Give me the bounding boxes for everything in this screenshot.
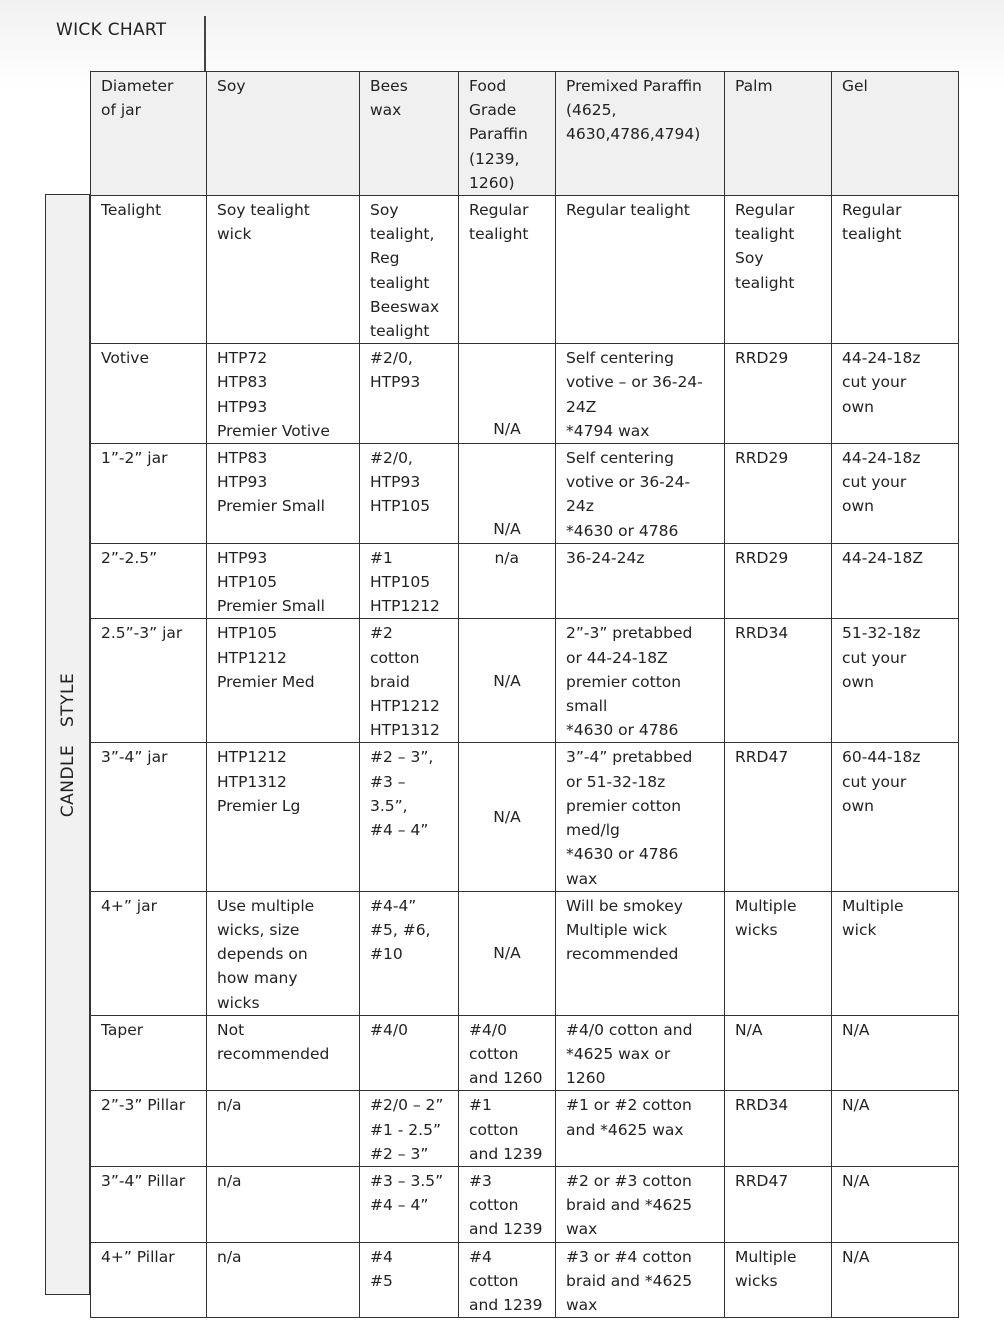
cell-gel: N/A [832,1166,959,1242]
cell-food-grade-value: N/A [493,519,521,538]
table-row [91,891,959,1015]
cell-beeswax: #1 HTP105 HTP1212 [360,543,459,619]
table-row [91,543,959,619]
cell-soy: HTP83 HTP93 Premier Small [207,444,360,544]
table-row [91,444,959,544]
table-row [91,743,959,891]
cell-palm: RRD47 [725,1166,832,1242]
cell-beeswax: #4/0 [360,1015,459,1091]
cell-soy: Soy tealight wick [207,196,360,344]
cell-food-grade: Regular tealight [459,196,556,344]
chart-title: WICK CHART [56,20,167,40]
cell-soy: Not recommended [207,1015,360,1091]
cell-food-grade [459,543,556,619]
cell-palm: RRD29 [725,344,832,444]
table-row [91,1015,959,1091]
cell-soy: HTP1212 HTP1312 Premier Lg [207,743,360,891]
cell-beeswax: #3 – 3.5” #4 – 4” [360,1166,459,1242]
cell-premixed: #3 or #4 cotton braid and *4625 wax [556,1242,725,1318]
cell-premixed: 36-24-24z [556,543,725,619]
cell-food-grade [459,344,556,444]
cell-style: Tealight [91,196,207,344]
header-premixed-paraffin: Premixed Paraffin (4625, 4630,4786,4794) [556,72,725,196]
cell-food-grade-value: N/A [493,807,521,826]
cell-food-grade-value: n/a [494,548,519,567]
cell-food-grade: #4/0 cotton and 1260 [459,1015,556,1091]
cell-premixed: #1 or #2 cotton and *4625 wax [556,1091,725,1167]
header-gel: Gel [832,72,959,196]
cell-soy: HTP72 HTP83 HTP93 Premier Votive [207,344,360,444]
cell-gel: N/A [832,1242,959,1318]
cell-soy: HTP93 HTP105 Premier Small [207,543,360,619]
wick-chart-table [90,71,959,1318]
cell-food-grade: #1 cotton and 1239 [459,1091,556,1167]
cell-food-grade-value: N/A [493,944,521,963]
cell-gel: N/A [832,1091,959,1167]
header-palm: Palm [725,72,832,196]
cell-soy: HTP105 HTP1212 Premier Med [207,619,360,743]
title-divider [204,16,206,72]
cell-style: Taper [91,1015,207,1091]
cell-palm: RRD47 [725,743,832,891]
cell-food-grade-value: N/A [493,671,521,690]
cell-beeswax: #2 cotton braid HTP1212 HTP1312 [360,619,459,743]
cell-soy: n/a [207,1242,360,1318]
cell-food-grade [459,743,556,891]
candle-style-label: CANDLE STYLE [57,672,78,817]
cell-palm: Multiple wicks [725,891,832,1015]
cell-gel: 44-24-18z cut your own [832,344,959,444]
cell-premixed: 2”-3” pretabbed or 44-24-18Z premier cotton small *4630 or 4786 [556,619,725,743]
cell-gel: 44-24-18z cut your own [832,444,959,544]
table-row [91,1091,959,1167]
table-row [91,196,959,344]
cell-palm: RRD29 [725,444,832,544]
cell-premixed: 3”-4” pretabbed or 51-32-18z premier cotton med/lg *4630 or 4786 wax [556,743,725,891]
cell-soy: n/a [207,1166,360,1242]
header-beeswax: Bees wax [360,72,459,196]
header-food-grade-paraffin: Food Grade Paraffin (1239, 1260) [459,72,556,196]
cell-palm: RRD29 [725,543,832,619]
cell-gel: 60-44-18z cut your own [832,743,959,891]
cell-food-grade [459,444,556,544]
cell-food-grade [459,891,556,1015]
cell-style: 1”-2” jar [91,444,207,544]
cell-beeswax: Soy tealight, Reg tealight Beeswax tealight [360,196,459,344]
cell-premixed: Regular tealight [556,196,725,344]
cell-premixed: Will be smokey Multiple wick recommended [556,891,725,1015]
cell-premixed: #2 or #3 cotton braid and *4625 wax [556,1166,725,1242]
cell-gel: 51-32-18z cut your own [832,619,959,743]
cell-palm: RRD34 [725,619,832,743]
cell-style: 4+” jar [91,891,207,1015]
table-row [91,344,959,444]
cell-gel: 44-24-18Z [832,543,959,619]
cell-food-grade-value: N/A [493,419,521,438]
cell-style: 2”-2.5” [91,543,207,619]
table-row [91,1166,959,1242]
cell-premixed: Self centering votive – or 36-24- 24Z *4794 wax [556,344,725,444]
cell-style: 3”-4” Pillar [91,1166,207,1242]
cell-food-grade [459,619,556,743]
cell-gel: Regular tealight [832,196,959,344]
table-row [91,1242,959,1318]
cell-palm: RRD34 [725,1091,832,1167]
cell-style: 2.5”-3” jar [91,619,207,743]
cell-style: Votive [91,344,207,444]
cell-food-grade: #3 cotton and 1239 [459,1166,556,1242]
cell-style: 4+” Pillar [91,1242,207,1318]
cell-beeswax: #2/0, HTP93 [360,344,459,444]
header-row [91,72,959,196]
cell-soy: Use multiple wicks, size depends on how many wicks [207,891,360,1015]
candle-style-sidebar [45,194,90,1295]
cell-beeswax: #2/0, HTP93 HTP105 [360,444,459,544]
cell-beeswax: #2 – 3”, #3 – 3.5”, #4 – 4” [360,743,459,891]
cell-palm: N/A [725,1015,832,1091]
cell-beeswax: #2/0 – 2” #1 - 2.5” #2 – 3” [360,1091,459,1167]
cell-premixed: #4/0 cotton and *4625 wax or 1260 [556,1015,725,1091]
header-soy: Soy [207,72,360,196]
cell-beeswax: #4 #5 [360,1242,459,1318]
table-row [91,619,959,743]
cell-gel: N/A [832,1015,959,1091]
cell-style: 3”-4” jar [91,743,207,891]
header-diameter: Diameter of jar [91,72,207,196]
cell-gel: Multiple wick [832,891,959,1015]
cell-premixed: Self centering votive or 36-24- 24z *4630 or 4786 [556,444,725,544]
cell-soy: n/a [207,1091,360,1167]
cell-style: 2”-3” Pillar [91,1091,207,1167]
cell-palm: Multiple wicks [725,1242,832,1318]
cell-beeswax: #4-4” #5, #6, #10 [360,891,459,1015]
cell-palm: Regular tealight Soy tealight [725,196,832,344]
cell-food-grade: #4 cotton and 1239 [459,1242,556,1318]
